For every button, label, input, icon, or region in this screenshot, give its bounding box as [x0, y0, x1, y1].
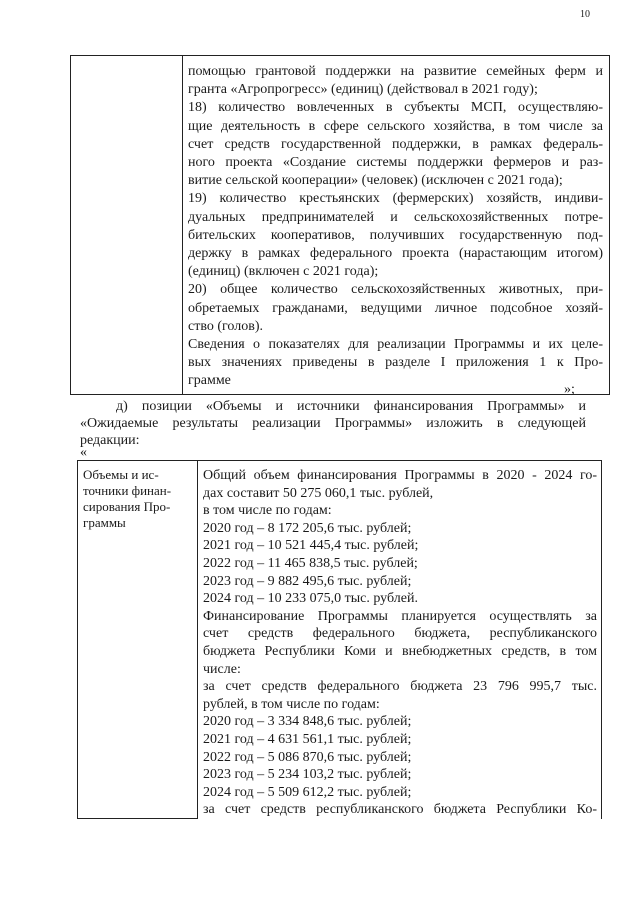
text-line: 19) количество крестьянских (фермерских) хозяйств, индиви-	[188, 191, 603, 207]
table-row	[78, 461, 602, 819]
closing-quote: »;	[564, 382, 575, 397]
table-row	[71, 56, 610, 395]
text-line: 2020 год – 3 334 848,6 тыс. рублей;	[203, 714, 412, 730]
opening-quote: «	[80, 445, 87, 460]
text-line: 2021 год – 4 631 561,1 тыс. рублей;	[203, 731, 412, 747]
funding-label-cell	[78, 461, 198, 819]
text-line: Общий объем финансирования Программы в 2020 - 2024 го-	[203, 468, 597, 483]
text-line: Сведения о показателях для реализации Программы и их целе-	[188, 337, 603, 353]
text-line: счет средств государственной поддержки, в рамках федераль-	[188, 136, 603, 152]
text-line: 20) общее количество сельскохозяйственных животных, при-	[188, 282, 603, 298]
text-line: грамме	[188, 373, 231, 389]
indicators-table-continuation	[70, 55, 610, 395]
text-line: 2023 год – 9 882 495,6 тыс. рублей;	[203, 573, 412, 589]
label-line: точники финан-	[83, 483, 172, 498]
amendment-paragraph-line-3: редакции:	[80, 433, 140, 448]
label-line: Объемы и ис-	[83, 467, 159, 482]
funding-label	[83, 467, 193, 531]
text-line: за счет средств федерального бюджета 23 796 995,7 тыс.	[203, 679, 597, 695]
text-line: дах составит 50 275 060,1 тыс. рублей,	[203, 485, 434, 501]
amendment-paragraph-line-2: «Ожидаемые результаты реализации Программы» изложить в следующей	[80, 416, 586, 431]
text-line: 2024 год – 10 233 075,0 тыс. рублей.	[203, 591, 418, 607]
text-line: ство (голов).	[188, 318, 263, 334]
text-line: Финансирование Программы планируется осуществлять за	[203, 608, 597, 624]
text-line: рублей, в том числе по годам:	[203, 696, 380, 712]
text-line: бительских кооперативов, получивших государственную под-	[188, 227, 603, 243]
text-line: (единиц) (включен с 2021 года);	[188, 264, 379, 280]
text-line: 18) количество вовлеченных в субъекты МСП, осуществляю-	[188, 100, 603, 116]
funding-text	[203, 467, 597, 819]
funding-content-cell	[198, 461, 602, 819]
text-line: помощью грантовой поддержки на развитие семейных ферм и	[188, 64, 603, 79]
label-line: граммы	[83, 515, 126, 530]
text-line: 2020 год – 8 172 205,6 тыс. рублей;	[203, 520, 412, 536]
text-line: обретаемых гражданами, ведущими личное подсобное хозяй-	[188, 300, 603, 316]
text-line: 2024 год – 5 509 612,2 тыс. рублей;	[203, 784, 412, 800]
label-line: сирования Про-	[83, 499, 171, 514]
funding-table	[77, 460, 602, 819]
text-line: щие деятельность в сфере сельского хозяйства, в том числе за	[188, 118, 603, 134]
text-line: 2023 год – 5 234 103,2 тыс. рублей;	[203, 767, 412, 783]
page-number: 10	[580, 9, 590, 20]
text-line: держку в рамках федерального проекта (нарастающим итогом)	[188, 246, 603, 262]
text-line: вых значениях приведены в разделе I приложения 1 к Про-	[188, 355, 603, 371]
text-line: дуальных предпринимателей и сельскохозяйственных потре-	[188, 209, 603, 225]
amendment-paragraph-line-1: д) позиции «Объемы и источники финансирования Программы» и	[116, 399, 586, 414]
indicators-text	[188, 63, 603, 391]
text-line: витие сельской кооперации» (человек) (исключен с 2021 года);	[188, 173, 563, 189]
text-line: 2021 год – 10 521 445,4 тыс. рублей;	[203, 538, 419, 554]
text-line: ного проекта «Создание системы поддержки фермеров и раз-	[188, 155, 603, 171]
text-line: числе:	[203, 661, 241, 677]
text-line: гранта «Агропрогресс» (единиц) (действовал в 2021 году);	[188, 82, 538, 98]
text-line: за счет средств республиканского бюджета Республики Ко-	[203, 802, 597, 818]
text-line: 2022 год – 5 086 870,6 тыс. рублей;	[203, 749, 412, 765]
table-label-cell-empty	[71, 56, 183, 395]
text-line: счет средств федерального бюджета, республиканского	[203, 626, 597, 642]
text-line: бюджета Республики Коми и внебюджетных средств, в том	[203, 643, 597, 659]
text-line: в том числе по годам:	[203, 503, 332, 519]
text-line: 2022 год – 11 465 838,5 тыс. рублей;	[203, 555, 418, 571]
table-content-cell	[183, 56, 610, 395]
